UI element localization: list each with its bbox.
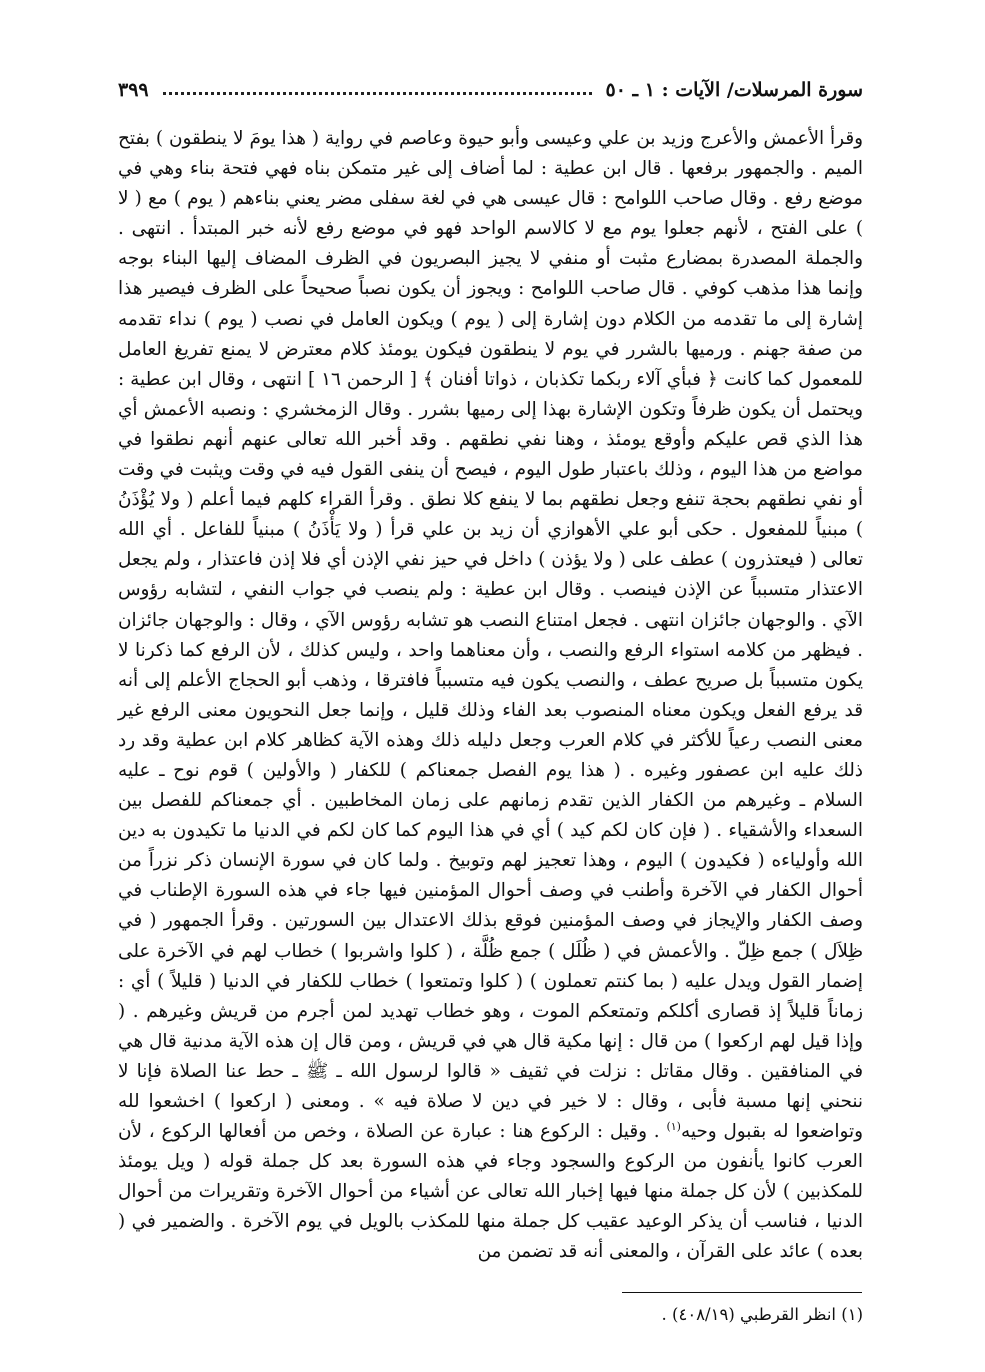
main-text <box>118 124 863 1263</box>
header-dot-leader <box>163 92 592 95</box>
running-header <box>118 72 863 108</box>
footnote-reference: (١) <box>666 1119 681 1133</box>
footnote-divider <box>622 1292 862 1293</box>
main-text-body: وقرأ الأعمش والأعرج وزيد بن علي وعيسى وأبو حيوة وعاصم في رواية ( هذا يومَ لا ينطقون ) بفتح الميم . والجمهور برفعها . قال ابن عطية : لما أضاف إلى غير متمكن بناه فهي فتحة بناء وهي في موضع رفع . وقال صاحب اللوامح : قال عيسى هي في لغة سفلى مضر يعني بناءهم ( يوم ) مع ( لا ) على الفتح ، لأنهم جعلوا يوم مع لا كالاسم الواحد فهو في موضع رفع لأنه خبر المبتدأ . انتهى . والجملة المصدرة بمضارع مثبت أو منفي لا يجيز البصريون في الظرف المضاف إليها البناء بوجه وإنما هذا مذهب كوفي . قال صاحب اللوامح : ويجوز أن يكون نصباً صحيحاً على الظرف فيصير هذا إشارة إلى ما تقدمه من الكلام دون إشارة إلى ( يوم ) ويكون العامل في نصب ( يوم ) نداء تقدمه من صفة جهنم . ورميها بالشرر في يوم لا ينطقون فيكون يومئذ كلام معترض لا يمنع تفريغ العامل للمعمول كما كانت ﴿ فبأي آلاء ربكما تكذبان ، ذواتا أفنان ﴾ [ الرحمن ١٦ ] انتهى ، وقال ابن عطية : ويحتمل أن يكون ظرفاً وتكون الإشارة بهذا إلى رميها بشرر . وقال الزمخشري : ونصبه الأعمش أي هذا الذي قص عليكم وأوقع يومئذ ، وهنا نفي نطقهم . وقد أخبر الله تعالى عنهم أنهم نطقوا في مواضع من هذا اليوم ، وذلك باعتبار طول اليوم ، فيصح أن ينفى القول فيه في وقت ويثبت في وقت أو نفي نطقهم بحجة تنفع وجعل نطقهم بما لا ينفع كلا نطق . وقرأ القراء كلهم فيما أعلم ( ولا يُؤْذَنُ ) مبنياً للمفعول . حكى أبو علي الأهوازي أن زيد بن علي قرأ ( ولا يَأْذَنُ ) مبنياً للفاعل . أي الله تعالى ( فيعتذرون ) عطف على ( ولا يؤذن ) داخل في حيز نفي الإذن أي فلا إذن فاعتذار ، ولم يجعل الاعتذار متسبباً عن الإذن فينصب . وقال ابن عطية : ولم ينصب في جواب النفي ، لتشابه رؤوس الآي . والوجهان جائزان انتهى . فجعل امتناع النصب هو تشابه رؤوس الآي ، وقال : والوجهان جائزان . فيظهر من كلامه استواء الرفع والنصب ، وأن معناهما واحد ، وليس كذلك ، لأن الرفع كما ذكرنا لا يكون متسبباً بل صريح عطف ، والنصب يكون فيه متسبباً فافترقا ، وذهب أبو الحجاج الأعلم إلى أنه قد يرفع الفعل ويكون معناه المنصوب بعد الفاء وذلك قليل ، وإنما جعل النحويون معنى الرفع غير معنى النصب رعياً للأكثر في كلام العرب وجعل دليله ذلك وهذه الآية كظاهر كلام ابن عطية وقد رد ذلك عليه ابن عصفور وغيره . ( هذا يوم الفصل جمعناكم ) للكفار ( والأولين ) قوم نوح ـ عليه السلام ـ وغيرهم من الكفار الذين تقدم زمانهم على زمان المخاطبين . أي جمعناكم للفصل بين السعداء والأشقياء . ( فإن كان لكم كيد ) أي في هذا اليوم كما كان لكم في الدنيا ما تكيدون به دين الله وأولياءه ( فكيدون ) اليوم ، وهذا تعجيز لهم وتوبيخ . ولما كان في سورة الإنسان ذكر نزراً من أحوال الكفار في الآخرة وأطنب في وصف أحوال المؤمنين فيها جاء في هذه السورة الإطناب في وصف الكفار والإيجاز في وصف المؤمنين فوقع بذلك الاعتدال بين السورتين . وقرأ الجمهور ( في ظِلاَل ) جمع ظِلّ . والأعمش في ( ظُلَل ) جمع ظُلَّة ، ( كلوا واشربوا ) خطاب لهم في الآخرة على إضمار القول ويدل عليه ( بما كنتم تعملون ) ( كلوا وتمتعوا ) خطاب للكفار في الدنيا ( قليلاً ) أي : زماناً قليلاً إذ قصارى أكلكم وتمتعكم الموت ، وهو خطاب تهديد لمن أجرم من قريش وغيرهم . ( وإذا قيل لهم اركعوا ) من قال : إنها مكية قال هي في قريش ، ومن قال إن هذه الآية مدنية قال هي في المنافقين . وقال مقاتل : نزلت في ثقيف « قالوا لرسول الله ـ ﷺ ـ حط عنا الصلاة فإنا لا ننحني إنها مسبة فأبى ، وقال : لا خير في دين لا صلاة فيه » . ومعنى ( اركعوا ) اخشعوا لله وتواضعوا له بقبول وحيه <box>118 128 863 1143</box>
footnote: (١) انظر القرطبي (٤٠٨/١٩) . <box>661 1305 863 1324</box>
main-text-continued: . وقيل : الركوع هنا : عبارة عن الصلاة ، وخص من أفعالها الركوع ، لأن العرب كانوا يأنفون من الركوع والسجود وجاء في هذه السورة بعد كل جملة قوله ( ويل يومئذ للمكذبين ) لأن كل جملة منها فيها إخبار الله تعالى عن أشياء من أحوال الآخرة وتقريرات من أحوال الدنيا ، فناسب أن يذكر الوعيد عقيب كل جملة منها للمكذب بالويل في يوم الآخرة . والضمير في ( بعده ) عائد على القرآن ، والمعنى أنه قد تضمن من <box>118 1121 863 1263</box>
header-title: سورة المرسلات/ الآيات : ١ ـ ٥٠ <box>605 79 863 101</box>
page-number: ٣٩٩ <box>118 79 149 101</box>
